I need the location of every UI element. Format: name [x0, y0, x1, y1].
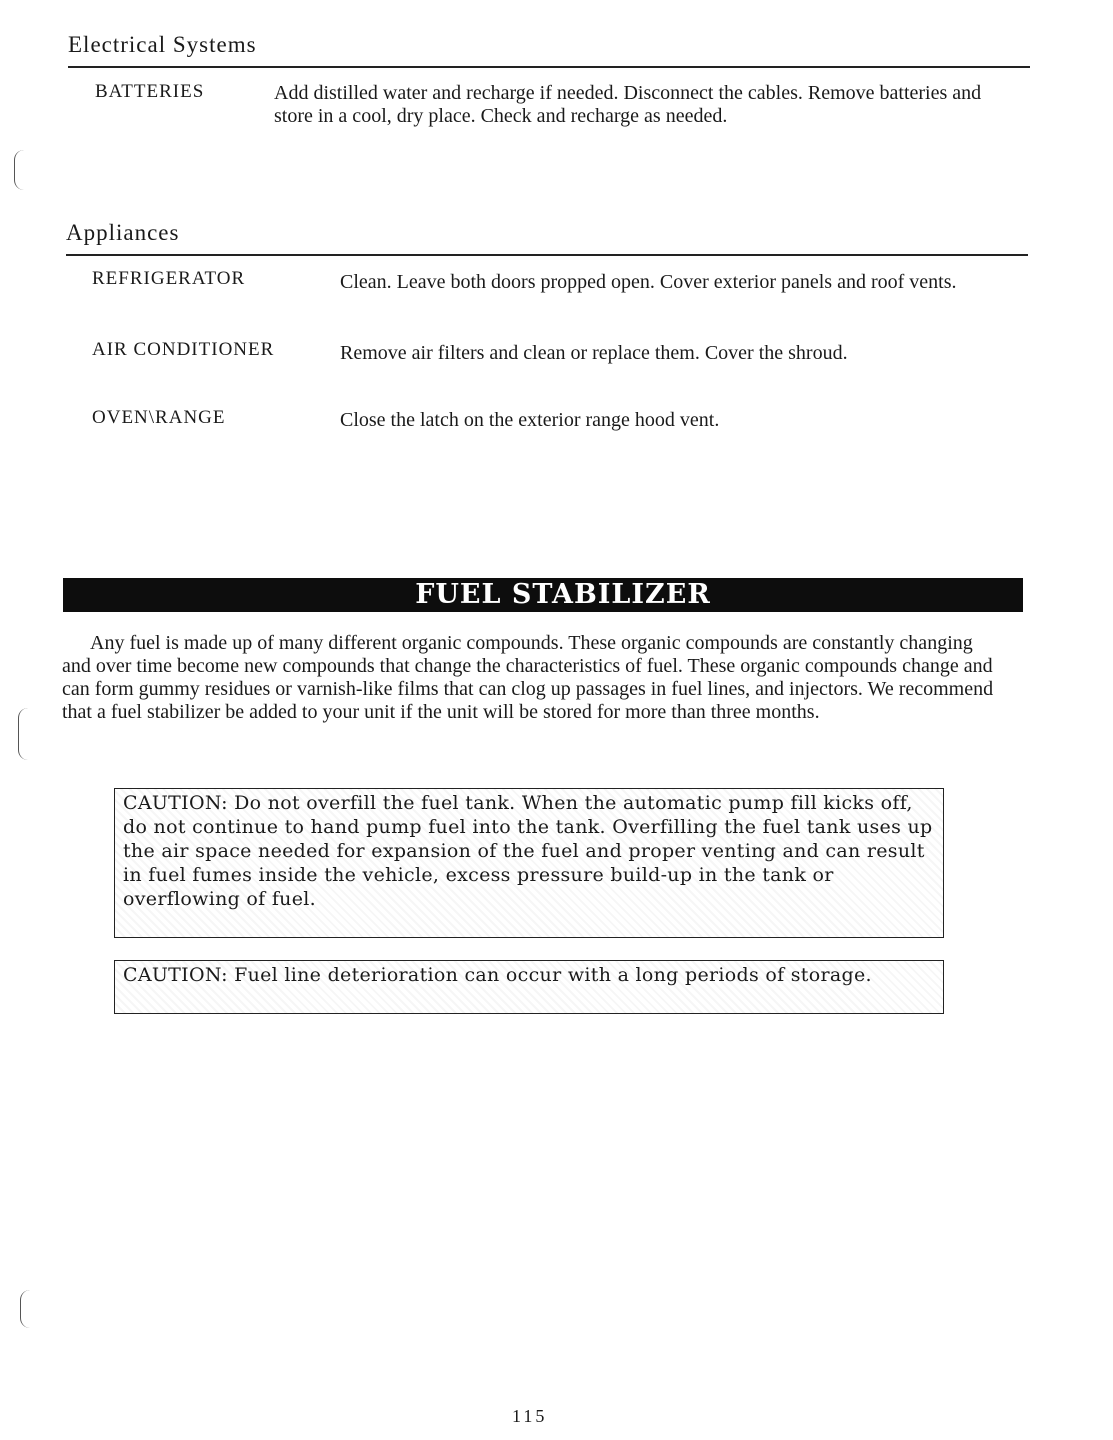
section-divider — [66, 254, 1028, 256]
description-oven-range: Close the latch on the exterior range hood vent. — [340, 409, 720, 431]
description-refrigerator: Clean. Leave both doors propped open. Cover exterior panels and roof vents. — [340, 271, 957, 293]
page-number: 115 — [512, 1406, 548, 1426]
margin-mark — [18, 708, 41, 760]
fuel-stabilizer-banner — [63, 578, 1023, 612]
section-divider — [68, 66, 1030, 68]
margin-mark — [14, 150, 29, 190]
section-title-electrical-systems: Electrical Systems — [68, 32, 257, 57]
description-air-conditioner: Remove air filters and clean or replace them. Cover the shroud. — [340, 342, 848, 364]
description-batteries: Add distilled water and recharge if needed. Disconnect the cables. Remove batteries and store in a cool, dry place. Check and recharge as needed. — [274, 82, 982, 127]
banner-heading: FUEL STABILIZER — [415, 579, 711, 610]
caution-box-overfill: CAUTION: Do not overfill the fuel tank. When the automatic pump fill kicks off, do not continue to hand pump fuel into the tank. Overfilling the fuel tank uses up the air space needed for expansion of the fuel and proper venting and can result in fuel fumes inside the vehicle, excess pressure build-up in the tank or overflowing of fuel. — [114, 788, 944, 938]
margin-mark — [20, 1290, 35, 1328]
term-batteries: BATTERIES — [95, 81, 205, 102]
caution-box-fuel-line: CAUTION: Fuel line deterioration can occur with a long periods of storage. — [114, 960, 944, 1014]
term-refrigerator: REFRIGERATOR — [92, 268, 246, 289]
term-oven-range: OVEN\RANGE — [92, 407, 226, 428]
fuel-stabilizer-paragraph: Any fuel is made up of many different organic compounds. These organic compounds are constantly changing and over time become new compounds that change the characteristics of fuel. These organic compounds change and can form gummy residues or varnish-like films that can clog up passages in fuel lines, and injectors. We recommend that a fuel stabilizer be added to your unit if the unit will be stored for more than three months. — [62, 632, 994, 723]
section-title-appliances: Appliances — [66, 220, 180, 245]
term-air-conditioner: AIR CONDITIONER — [92, 339, 275, 360]
